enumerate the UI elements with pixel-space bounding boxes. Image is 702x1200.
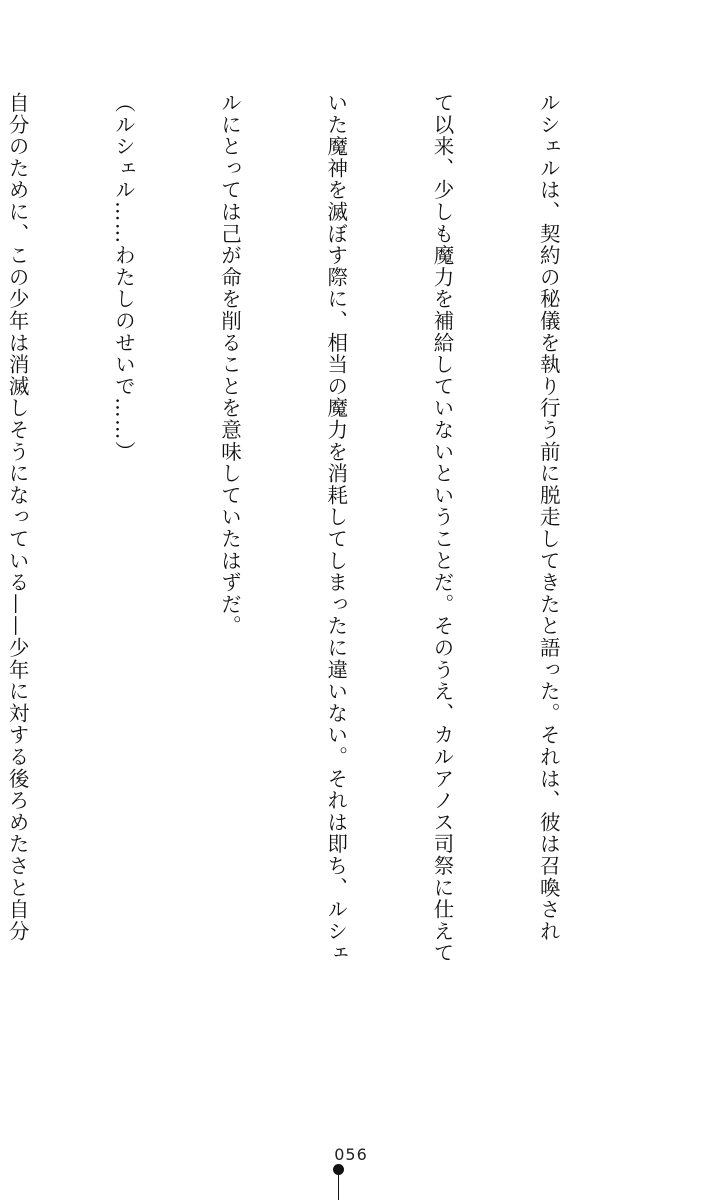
text-line: 自分のために、この少年は消滅しそうになっている——少年に対する後ろめたさと自分: [5, 92, 30, 943]
text-line: ルシェルは、契約の秘儀を執り行う前に脱走してきたと語った。それは、彼は召喚され: [536, 92, 561, 943]
page-marker-line: [338, 1174, 339, 1200]
text-line: いた魔神を滅ぼす際に、相当の魔力を消耗してしまったに違いない。それは即ち、ルシェ: [323, 92, 348, 964]
text-line: （ルシェル……わたしのせいで……）: [111, 92, 136, 463]
text-line: て以来、少しも魔力を補給していないということだ。そのうえ、カルアノス司祭に仕えて: [429, 92, 454, 964]
page-number: 056: [334, 1145, 368, 1164]
vertical-body-text: [0, 92, 636, 992]
text-line: ルにとっては己が命を削ることを意味していたはずだ。: [217, 92, 242, 637]
